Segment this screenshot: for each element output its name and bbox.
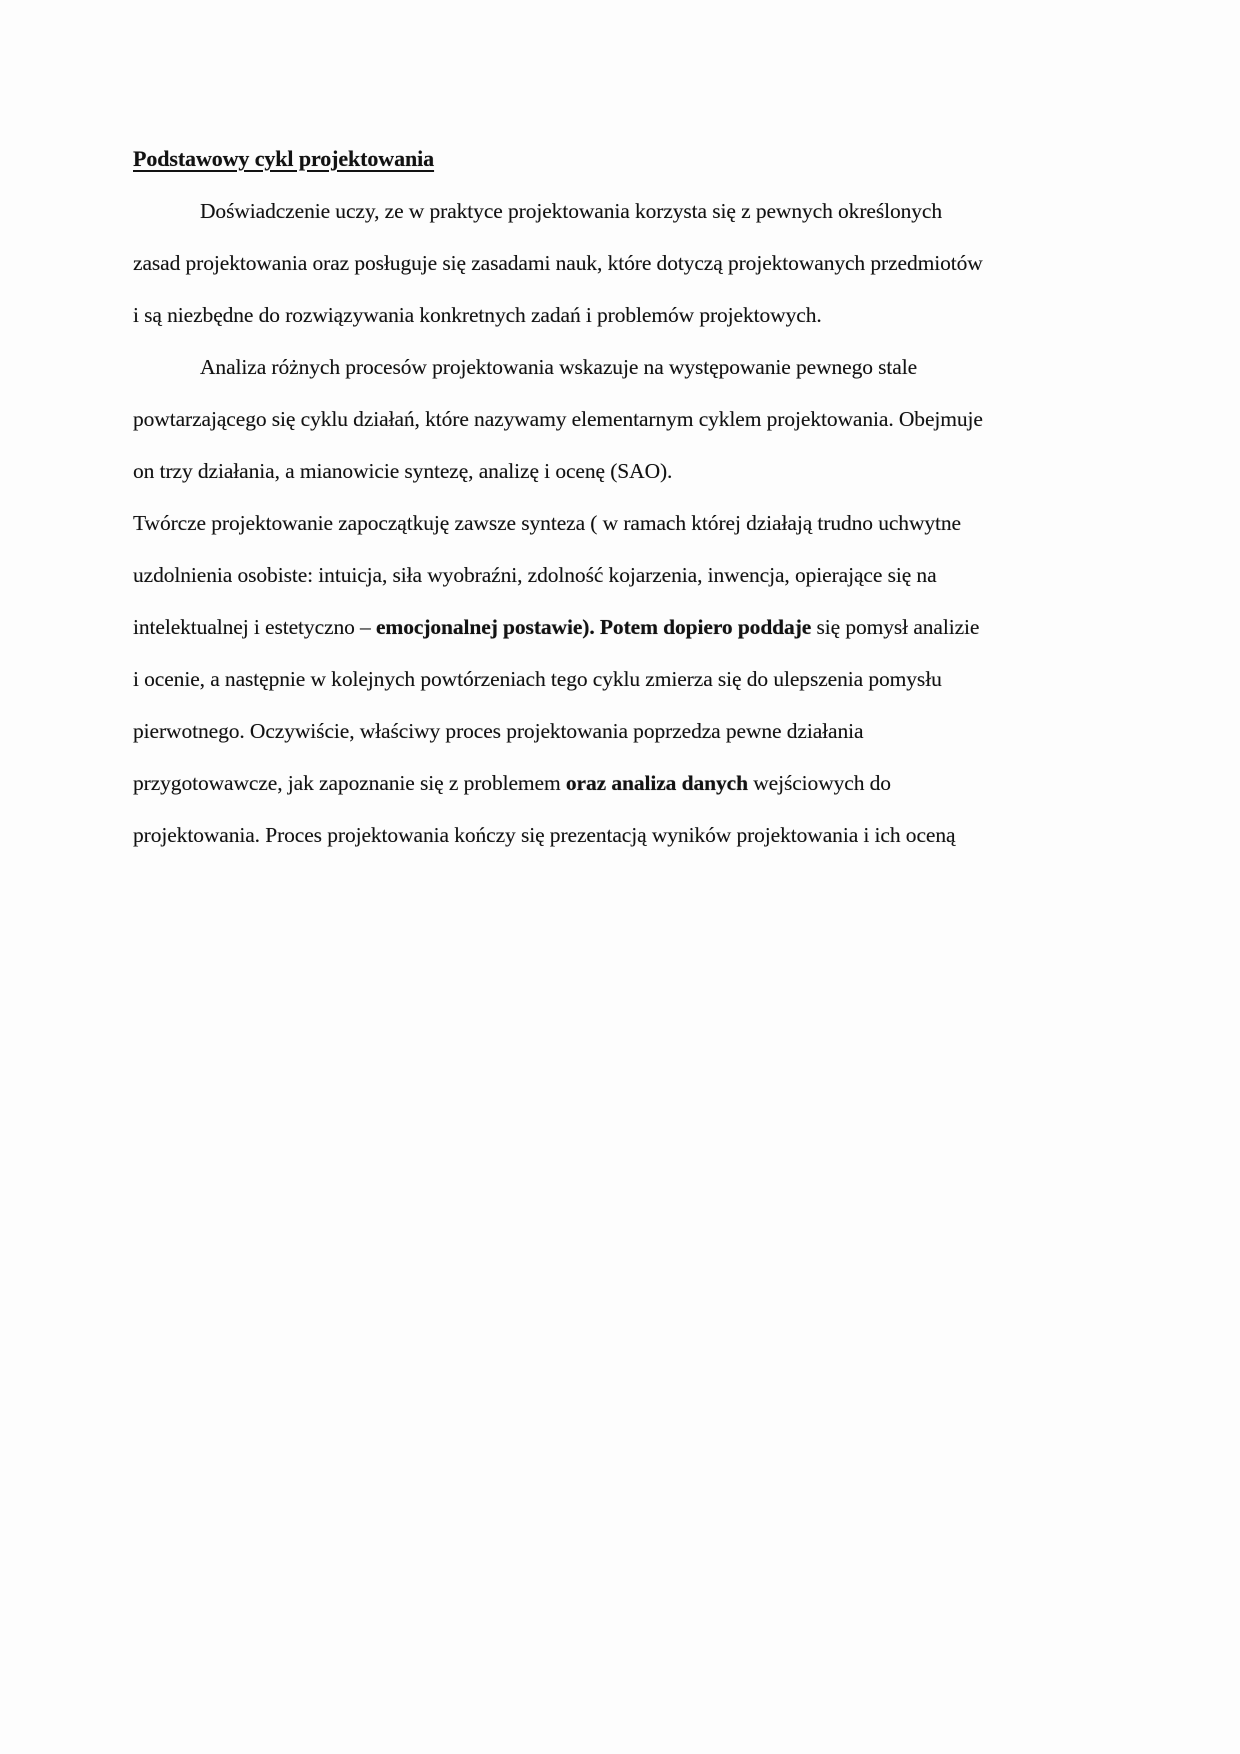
document-title: Podstawowy cykl projektowania <box>133 146 435 171</box>
document-content <box>133 133 983 861</box>
paragraph-3-run-5: wejściowych do projektowania. Proces projektowania kończy się prezentacją wyników projektowania i ich oceną <box>133 771 956 847</box>
paragraph-3-run-3: się pomysł analizie i ocenie, a następnie w kolejnych powtórzeniach tego cyklu zmierza się do ulepszenia pomysłu pierwotnego. Oczywiście, właściwy proces projektowania poprzedza pewne działania przygotowawcze, jak zapoznanie się z problemem <box>133 615 980 795</box>
paragraph-2 <box>133 341 983 497</box>
document-body <box>133 185 983 861</box>
paragraph-3-run-1: Twórcze projektowanie zapoczątkuję zawsze synteza ( w ramach której działają trudno uchwytne uzdolnienia osobiste: intuicja, siła wyobraźni, zdolność kojarzenia, inwencja, opierające się na intelektualnej i estetyczno – <box>133 511 961 639</box>
paragraph-2-run-1: Analiza różnych procesów projektowania wskazuje na występowanie pewnego stale powtarzającego się cyklu działań, które nazywamy elementarnym cyklem projektowania. Obejmuje on trzy działania, a mianowicie syntezę, analizę i ocenę (SAO). <box>133 355 983 483</box>
paragraph-1-run-1: Doświadczenie uczy, ze w praktyce projektowania korzysta się z pewnych określonych zasad projektowania oraz posługuje się zasadami nauk, które dotyczą projektowanych przedmiotów i są niezbędne do rozwiązywania konkretnych zadań i problemów projektowych. <box>133 199 983 327</box>
paragraph-3-run-2: emocjonalnej postawie). Potem dopiero poddaje <box>375 615 812 639</box>
paragraph-1 <box>133 185 983 341</box>
paragraph-3-run-4: oraz analiza danych <box>565 771 748 795</box>
paragraph-3 <box>133 497 983 861</box>
